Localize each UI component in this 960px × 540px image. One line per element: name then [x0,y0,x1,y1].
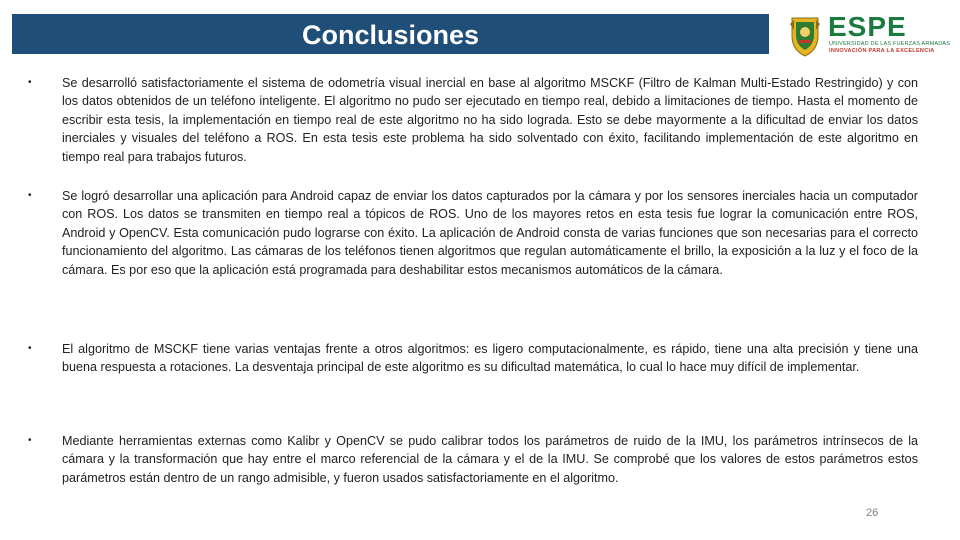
logo-wordmark: ESPE [828,11,907,42]
bullet-text: Mediante herramientas externas como Kalibr y OpenCV se pudo calibrar todos los parámetros de ruido de la IMU, los parámetros intrínsecos de la cámara y la transformación que hay entre el marco referencial de la cámara y el de la IMU. Se comprobé que los valores de estos parámetros estos parámetros están dentro de un rango admisible, y fueron usados satisfactoriamente en el algoritmo. [62,434,918,485]
bullet-marker: • [28,343,32,354]
bullet-text: Se logró desarrollar una aplicación para Android capaz de enviar los datos capturados por la cámara y por los sensores inerciales hacia un computador con ROS. Los datos se transmiten en tiempo real a tópicos de ROS. Uno de los mayores retos en esta tesis fue lograr la comunicación entre ROS, Android y OpenCV. Esta comunicación pudo lograrse con éxito. La aplicación de Android consta de varias funciones que son necesarias para el correcto funcionamiento del algoritmo. Las cámaras de los teléfonos tienen algoritmos que regulan automáticamente el brillo, la exposición a la luz y el foco de la cámara. Es por eso que la aplicación está programada para deshabilitar estos mecanismos automáticos de la cámara. [62,189,918,277]
bullet-marker: • [28,435,32,446]
logo-tagline: INNOVACIÓN PARA LA EXCELENCIA [829,48,935,54]
university-crest-icon [788,14,822,58]
title-bar [12,14,769,54]
page-number: 26 [866,507,879,519]
bullet-text: Se desarrolló satisfactoriamente el sistema de odometría visual inercial en base al algoritmo MSCKF (Filtro de Kalman Multi-Estado Restringido) y con los datos obtenidos de un teléfono inteligente. El algoritmo no pudo ser ejecutado en tiempo real, debido a limitaciones de tiempo. Hasta el momento de escribir esta tesis, la implementación en tiempo real de este algoritmo no ha sido lograda. Esto se debe mayormente a la dificultad de enviar los datos inerciales y visuales del teléfono a ROS. En esta tesis este problema ha sido solventado con éxito, facilitando implementación de este algoritmo en tiempo real para trabajos futuros. [62,76,918,164]
bullet-text: El algoritmo de MSCKF tiene varias ventajas frente a otros algoritmos: es ligero computacionalmente, es rápido, tiene una alta precisión y tiene una buena respuesta a rotaciones. La desventaja principal de este algoritmo es su dificultad matemática, lo cual lo hace muy difícil de implementar. [62,342,918,375]
bullet-marker: • [28,190,32,201]
logo-subtitle: UNIVERSIDAD DE LAS FUERZAS ARMADAS [829,41,951,47]
bullet-marker: • [28,77,32,88]
espe-logo [788,11,951,58]
slide-title: Conclusiones [301,20,480,50]
